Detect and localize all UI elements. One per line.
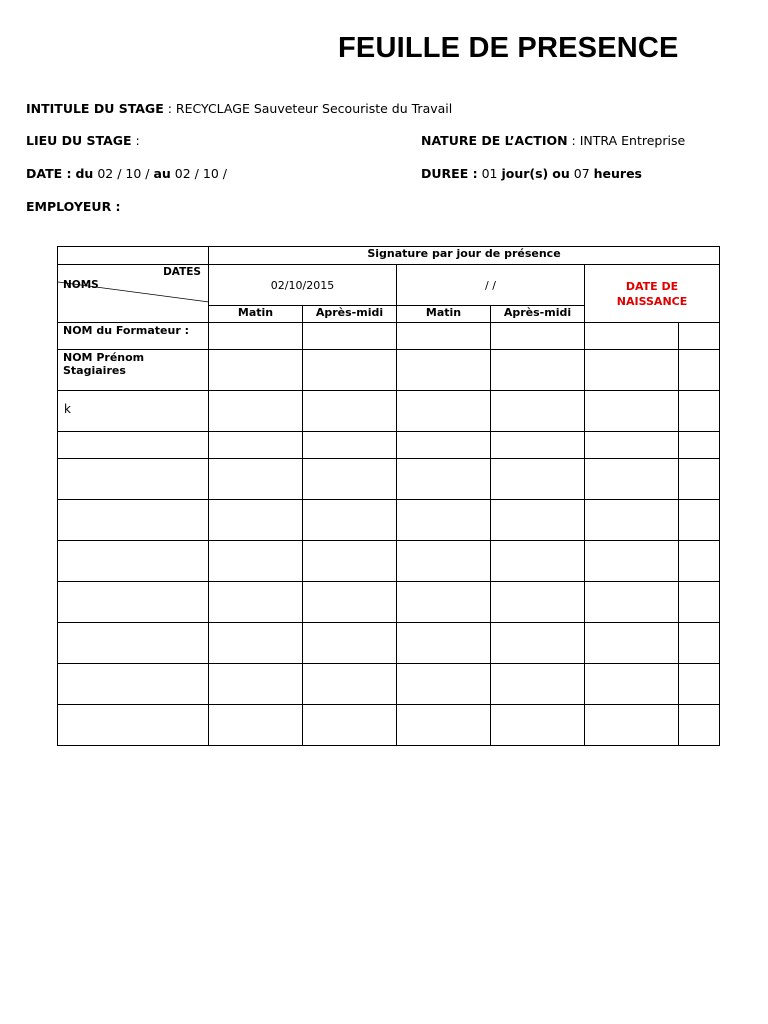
date-line (26, 166, 227, 181)
table-cell[interactable] (303, 391, 397, 432)
table-cell[interactable] (58, 705, 209, 746)
table-cell[interactable] (303, 350, 397, 391)
table-row (58, 582, 720, 623)
page-title: FEUILLE DE PRESENCE (338, 32, 679, 64)
nature-line (421, 133, 685, 148)
employeur-line (26, 199, 121, 214)
table-cell[interactable] (58, 623, 209, 664)
table-cell[interactable] (303, 664, 397, 705)
table-cell[interactable] (491, 664, 585, 705)
table-cell[interactable] (397, 623, 491, 664)
duree-jours-value: 01 (481, 166, 498, 181)
intitule-sep: : (163, 101, 176, 116)
duree-jours-label: jour(s) (501, 166, 549, 181)
nature-sep: : (567, 133, 580, 148)
table-cell[interactable] (303, 582, 397, 623)
formateur-cell[interactable] (303, 323, 397, 350)
duree-heures-value: 07 (573, 166, 590, 181)
matin-header-1: Matin (209, 306, 303, 323)
table-cell[interactable] (679, 582, 720, 623)
table-cell[interactable] (491, 582, 585, 623)
table-row (58, 664, 720, 705)
date-du-label: du (75, 166, 94, 181)
table-cell[interactable] (209, 623, 303, 664)
signature-header: Signature par jour de présence (209, 247, 720, 265)
table-cell[interactable] (491, 500, 585, 541)
table-cell[interactable] (679, 623, 720, 664)
duree-heures-label: heures (593, 166, 642, 181)
table-cell[interactable] (585, 541, 679, 582)
table-cell[interactable] (491, 541, 585, 582)
formateur-cell[interactable] (679, 323, 720, 350)
attendance-table (57, 246, 720, 746)
table-cell[interactable] (58, 664, 209, 705)
nature-label: NATURE DE L’ACTION (421, 133, 568, 148)
table-cell[interactable] (209, 664, 303, 705)
table-cell[interactable] (679, 664, 720, 705)
table-cell[interactable] (303, 500, 397, 541)
table-cell[interactable] (679, 391, 720, 432)
noms-label: NOMS (63, 279, 99, 291)
table-cell[interactable] (491, 705, 585, 746)
table-cell[interactable] (209, 541, 303, 582)
formateur-cell[interactable] (491, 323, 585, 350)
table-cell[interactable] (397, 432, 491, 459)
table-cell[interactable] (585, 623, 679, 664)
table-cell[interactable] (585, 350, 679, 391)
table-cell[interactable] (491, 623, 585, 664)
duree-label: DUREE : (421, 166, 478, 181)
table-cell[interactable] (397, 705, 491, 746)
table-cell[interactable] (209, 459, 303, 500)
table-cell[interactable] (397, 664, 491, 705)
lieu-line (26, 133, 140, 148)
date-au-value: 02 / 10 / (174, 166, 227, 181)
table-cell[interactable] (209, 500, 303, 541)
table-cell[interactable] (209, 582, 303, 623)
date-au-label: au (153, 166, 171, 181)
table-cell[interactable] (679, 705, 720, 746)
lieu-sep: : (131, 133, 140, 148)
stagiaires-label-line1: NOM Prénom (63, 351, 145, 364)
table-cell[interactable] (397, 541, 491, 582)
birth-date-header (585, 265, 720, 323)
day1-date: 02/10/2015 (209, 265, 397, 306)
apres-header-1: Après-midi (303, 306, 397, 323)
table-cell[interactable] (585, 432, 679, 459)
table-cell[interactable] (397, 350, 491, 391)
duree-line (421, 166, 642, 181)
table-cell[interactable] (491, 432, 585, 459)
table-cell[interactable] (303, 541, 397, 582)
table-cell[interactable] (58, 432, 209, 459)
table-cell[interactable] (209, 350, 303, 391)
intitule-label: INTITULE DU STAGE (26, 101, 164, 116)
table-cell[interactable] (585, 500, 679, 541)
formateur-cell[interactable] (209, 323, 303, 350)
table-cell[interactable] (303, 432, 397, 459)
nature-value: INTRA Entreprise (579, 133, 686, 148)
formateur-cell[interactable] (585, 323, 679, 350)
dates-noms-cell (58, 265, 209, 323)
table-cell[interactable] (585, 459, 679, 500)
table-row (58, 541, 720, 582)
table-cell[interactable] (303, 459, 397, 500)
table-row (58, 500, 720, 541)
date-label: DATE : (26, 166, 72, 181)
first-entry-cell[interactable]: k (58, 391, 209, 432)
stagiaires-label (58, 350, 209, 391)
table-cell[interactable] (58, 459, 209, 500)
birth-label-line2: NAISSANCE (616, 294, 688, 308)
table-cell[interactable] (491, 350, 585, 391)
header-blank-cell (58, 247, 209, 265)
table-cell[interactable] (58, 500, 209, 541)
duree-ou: ou (552, 166, 570, 181)
table-cell[interactable] (303, 705, 397, 746)
table-cell[interactable] (679, 432, 720, 459)
table-cell[interactable] (491, 459, 585, 500)
day2-date: / / (397, 265, 585, 306)
date-du-value: 02 / 10 / (97, 166, 150, 181)
table-row (58, 623, 720, 664)
employeur-label: EMPLOYEUR : (26, 199, 121, 214)
table-cell[interactable] (679, 350, 720, 391)
table-row (58, 705, 720, 746)
table-cell[interactable] (585, 705, 679, 746)
formateur-label: NOM du Formateur : (58, 323, 209, 350)
formateur-cell[interactable] (397, 323, 491, 350)
table-cell[interactable] (679, 459, 720, 500)
table-cell[interactable] (585, 391, 679, 432)
table-cell[interactable] (679, 541, 720, 582)
intitule-value: RECYCLAGE Sauveteur Secouriste du Travail (175, 101, 453, 116)
dates-label: DATES (163, 266, 201, 278)
table-cell[interactable] (58, 541, 209, 582)
table-cell[interactable] (491, 391, 585, 432)
apres-header-2: Après-midi (491, 306, 585, 323)
table-cell[interactable] (58, 582, 209, 623)
stagiaires-label-line2: Stagiaires (63, 364, 126, 377)
table-cell[interactable] (209, 391, 303, 432)
lieu-label: LIEU DU STAGE (26, 133, 132, 148)
table-cell[interactable] (585, 664, 679, 705)
table-cell[interactable] (209, 432, 303, 459)
table-cell[interactable] (397, 459, 491, 500)
table-cell[interactable] (397, 582, 491, 623)
matin-header-2: Matin (397, 306, 491, 323)
table-cell[interactable] (585, 582, 679, 623)
table-row (58, 432, 720, 459)
intitule-line (26, 101, 452, 116)
table-row (58, 459, 720, 500)
table-cell[interactable] (397, 500, 491, 541)
table-cell[interactable] (209, 705, 303, 746)
table-cell[interactable] (303, 623, 397, 664)
table-cell[interactable] (397, 391, 491, 432)
table-cell[interactable] (679, 500, 720, 541)
birth-label-line1: DATE DE (625, 279, 679, 293)
